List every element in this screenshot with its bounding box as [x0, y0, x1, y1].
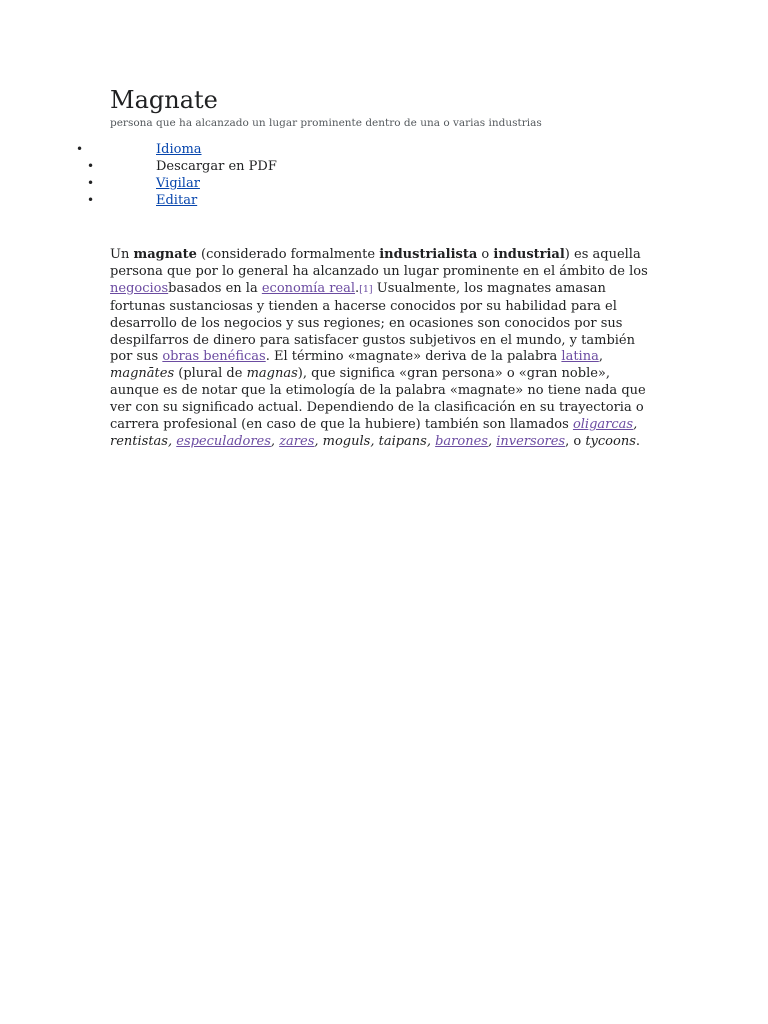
page-subtitle: persona que ha alcanzado un lugar prominente dentro de una o varias industrias [110, 117, 542, 129]
bullet-icon: • [87, 193, 95, 207]
link-inversores[interactable]: inversores [496, 433, 566, 449]
separator: , [426, 433, 436, 449]
term-rentistas: rentistas [110, 433, 168, 449]
paragraph-text: (considerado formalmente [196, 247, 380, 262]
paragraph-text: basados en la [168, 280, 262, 296]
paragraph-text: , [598, 349, 603, 365]
paragraph-text: . [355, 280, 360, 296]
link-zares[interactable]: zares [279, 433, 315, 449]
action-item-vigilar [0, 175, 768, 192]
reference-1[interactable]: [1] [359, 283, 373, 295]
link-economia-real[interactable]: economía real [261, 280, 356, 296]
action-item-idioma [0, 141, 768, 158]
bullet-icon: • [76, 142, 84, 156]
action-item-pdf [0, 158, 768, 175]
paragraph-text: o [477, 247, 494, 262]
paragraph-text: ), que significa «gran persona» o «gran noble», aunque es de notar que la etimología de la palabra «magnate» no tiene nada que ver con su significado actual. Dependiendo de la clasificación en su trayectoria o carrera profesional (en caso de que la hubiere) también son llamados [110, 366, 646, 433]
link-oligarcas[interactable]: oligarcas [572, 417, 634, 433]
paragraph-text: Usualmente, los magnates amasan fortunas sustanciosas y tienden a hacerse conocidos por su habilidad para el desarrollo de los negocios y sus regiones; en ocasiones son conocidos por sus despilfarros de dinero para satisfacer gustos subjetivos en el mundo, y también por sus [110, 280, 635, 365]
term-magnas: magnas [246, 366, 298, 382]
edit-link[interactable]: Editar [156, 193, 198, 208]
bullet-icon: • [87, 159, 95, 173]
paragraph-text: . [635, 433, 641, 449]
page-actions-list [0, 141, 768, 209]
separator: , [370, 433, 379, 449]
paragraph-text: . El término «magnate» deriva de la palabra [265, 349, 562, 365]
download-pdf-button[interactable]: Descargar en PDF [156, 159, 277, 174]
link-latina[interactable]: latina [561, 349, 599, 365]
term-magnate: magnate [133, 247, 197, 262]
bullet-icon: • [87, 176, 95, 190]
paragraph-text: , o [565, 433, 586, 449]
term-taipans: taipans [378, 433, 427, 449]
action-item-editar [0, 192, 768, 209]
separator: , [314, 433, 323, 449]
link-obras-beneficas[interactable]: obras benéficas [162, 349, 266, 365]
link-especuladores[interactable]: especuladores [176, 433, 271, 449]
term-moguls: moguls [322, 433, 371, 449]
watch-link[interactable]: Vigilar [156, 176, 200, 191]
term-tycoons: tycoons [585, 433, 636, 449]
link-barones[interactable]: barones [435, 433, 488, 449]
term-magnates: magnātes [110, 366, 175, 382]
term-industrial: industrial [493, 247, 565, 262]
article-paragraph [110, 247, 658, 451]
separator: , [633, 417, 638, 433]
link-negocios[interactable]: negocios [110, 280, 169, 296]
paragraph-text: (plural de [174, 366, 247, 382]
paragraph-text: ) es aquella persona que por lo general ha alcanzado un lugar prominente en el ámbito de los [110, 247, 648, 279]
page-title: Magnate [110, 86, 218, 114]
separator: , [487, 433, 497, 449]
paragraph-text: Un [110, 247, 134, 262]
language-link[interactable]: Idioma [156, 142, 202, 157]
separator: , [167, 433, 177, 449]
term-industrialista: industrialista [379, 247, 478, 262]
separator: , [270, 433, 280, 449]
